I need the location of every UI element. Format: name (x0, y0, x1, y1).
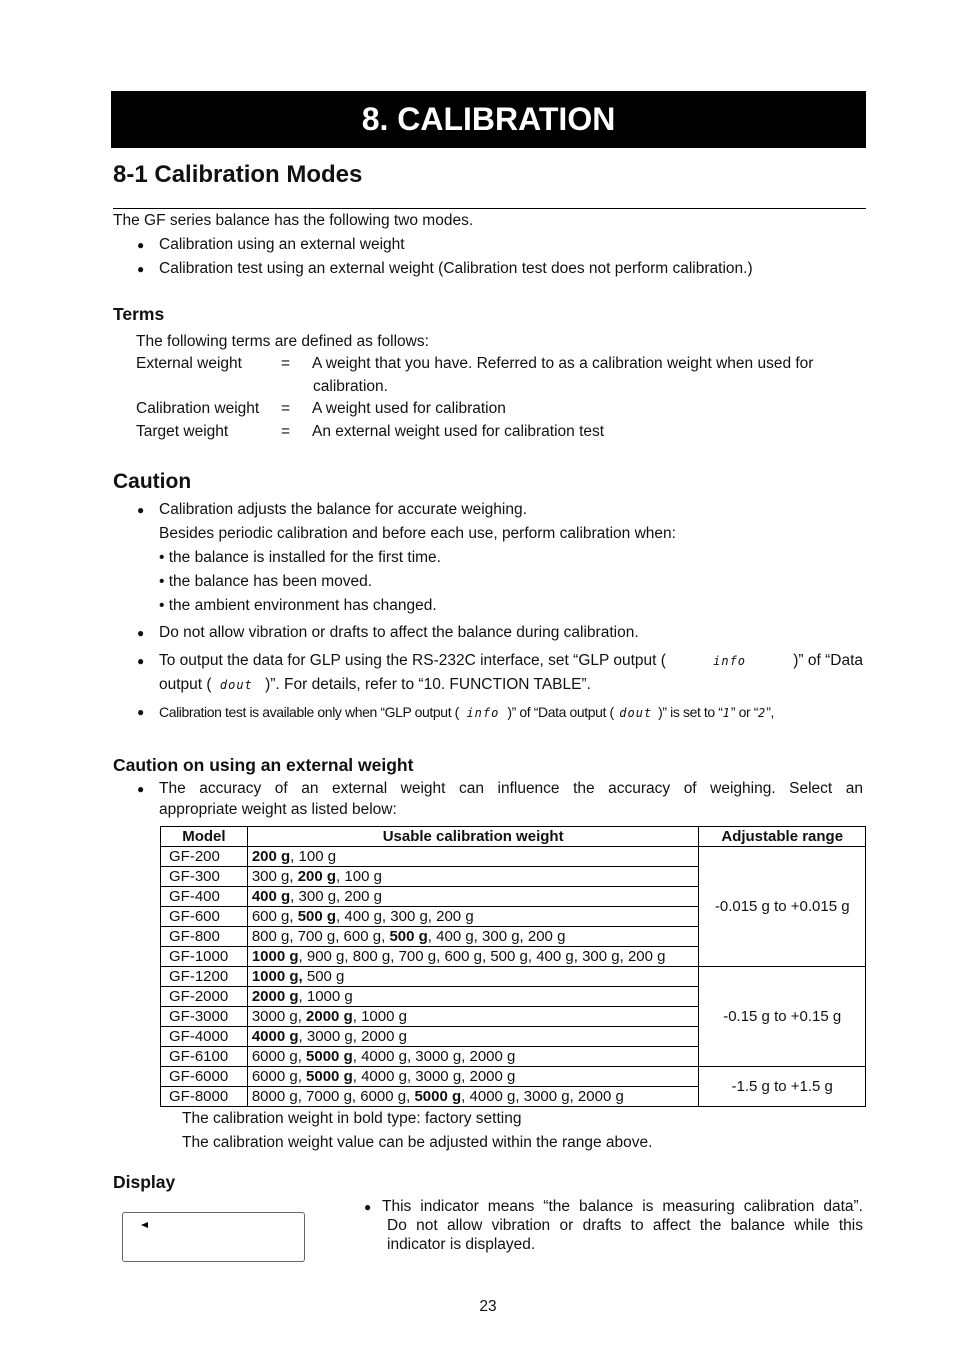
weight-options-after: , 900 g, 800 g, 700 g, 600 g, 500 g, 400 g, 300 g, 200 g (298, 948, 666, 965)
terms-lead: The following terms are defined as follows: (136, 333, 429, 350)
caution-text: ”, (766, 704, 774, 720)
model-cell: GF-200 (161, 847, 248, 867)
column-header-model: Model (161, 827, 248, 847)
factory-default-weight: 500 g (389, 928, 428, 945)
weight-options-after: , 400 g, 300 g, 200 g (427, 928, 566, 945)
chapter-banner (111, 91, 866, 148)
model-cell: GF-800 (161, 927, 248, 947)
bullet-icon: ● (364, 1200, 372, 1214)
weight-options-before: 600 g, (251, 908, 298, 925)
caution-text: )” of “Data (793, 652, 863, 669)
weight-cell (247, 947, 699, 967)
page-number: 23 (479, 1298, 497, 1315)
weight-options-after: , 1000 g (352, 1008, 407, 1025)
weight-cell (247, 867, 699, 887)
model-cell: GF-400 (161, 887, 248, 907)
weight-options-before: 800 g, 700 g, 600 g, (251, 928, 390, 945)
display-heading: Display (113, 1172, 176, 1192)
weight-options-after: , 4000 g, 3000 g, 2000 g (352, 1048, 516, 1065)
weight-cell (247, 887, 699, 907)
section-title: 8-1 Calibration Modes (113, 161, 363, 188)
intro-text: The GF series balance has the following two modes. (113, 212, 474, 229)
model-cell: GF-600 (161, 907, 248, 927)
caution-text: To output the data for GLP using the RS-232C interface, set “GLP output ( (159, 652, 666, 669)
model-cell: GF-3000 (161, 1007, 248, 1027)
factory-default-weight: 5000 g (414, 1088, 462, 1105)
weight-cell (247, 967, 699, 987)
model-cell: GF-6000 (161, 1067, 248, 1087)
bullet-icon: ● (137, 262, 145, 276)
table-note-2: The calibration weight value can be adjusted within the range above. (182, 1134, 653, 1151)
dout-segment-code: dout (219, 678, 253, 692)
weight-cell (247, 1087, 699, 1107)
caution-text: output ( (159, 676, 212, 693)
display-note-line2: Do not allow vibration or drafts to affect the balance while this (387, 1217, 863, 1234)
weight-cell (247, 927, 699, 947)
external-bullet-line2: appropriate weight as listed below: (159, 801, 397, 818)
weight-options-after: , 4000 g, 3000 g, 2000 g (461, 1088, 624, 1105)
factory-default-weight: 1000 g (251, 948, 299, 965)
caution-condition: • the ambient environment has changed. (159, 597, 437, 614)
factory-default-weight: 2000 g (251, 988, 299, 1005)
factory-default-weight: 200 g (251, 848, 291, 865)
setting-2-segment: 2 (757, 706, 767, 720)
display-panel (122, 1212, 305, 1262)
caution-text: Calibration test is available only when “GLP output ( (159, 704, 459, 720)
weight-options-after: , 1000 g (298, 988, 353, 1005)
adjustable-range-cell: -1.5 g to +1.5 g (699, 1067, 866, 1107)
weight-cell (247, 847, 699, 867)
bullet-icon: ● (137, 238, 145, 252)
column-header-weight: Usable calibration weight (247, 827, 699, 847)
model-cell: GF-2000 (161, 987, 248, 1007)
info-segment-code: info (713, 654, 747, 668)
caution-text: )”. For details, refer to “10. FUNCTION TABLE”. (265, 676, 591, 693)
weight-options-before: 3000 g, (251, 1008, 307, 1025)
model-cell: GF-1200 (161, 967, 248, 987)
model-cell: GF-1000 (161, 947, 248, 967)
caution-text: )” is set to “ (658, 704, 723, 720)
factory-default-weight: 200 g (297, 868, 337, 885)
weight-options-before: 8000 g, 7000 g, 6000 g, (251, 1088, 415, 1105)
weight-cell (247, 1007, 699, 1027)
caution-bullet-3-line1 (159, 652, 863, 670)
factory-default-weight: 1000 g, (251, 968, 303, 985)
chapter-title: 8. CALIBRATION (361, 101, 616, 137)
bullet-icon: ● (137, 782, 145, 796)
external-bullet-line1: The accuracy of an external weight can influence the accuracy of weighing. Select an (159, 780, 863, 797)
caution-heading: Caution (113, 470, 192, 493)
factory-default-weight: 400 g (251, 888, 291, 905)
term-name: External weight (136, 355, 242, 372)
caution-condition: • the balance is installed for the first time. (159, 549, 441, 566)
term-definition: A weight that you have. Referred to as a calibration weight when used for (312, 355, 814, 372)
caution-text: )” of “Data output ( (507, 704, 614, 720)
weight-cell (247, 1067, 699, 1087)
display-note-line1: This indicator means “the balance is measuring calibration data”. (382, 1198, 863, 1215)
table-note-1: The calibration weight in bold type: factory setting (182, 1110, 522, 1127)
setting-1-segment: 1 (722, 706, 731, 720)
section-divider (113, 208, 866, 209)
weight-options-after: , 100 g (290, 848, 337, 865)
caution-condition: • the balance has been moved. (159, 573, 373, 590)
adjustable-range-cell: -0.15 g to +0.15 g (699, 967, 866, 1067)
model-cell: GF-4000 (161, 1027, 248, 1047)
weight-cell (247, 1047, 699, 1067)
calibration-indicator-icon (141, 1222, 148, 1228)
dout-segment-code: dout (619, 706, 653, 720)
weight-cell (247, 1027, 699, 1047)
weight-options-after: , 100 g (336, 868, 382, 885)
factory-default-weight: 500 g (297, 908, 337, 925)
column-header-range: Adjustable range (699, 827, 866, 847)
term-equals: = (281, 355, 291, 372)
factory-default-weight: 4000 g (251, 1028, 299, 1045)
weight-options-after: , 4000 g, 3000 g, 2000 g (352, 1068, 516, 1085)
caution-bullet-1-sub: Besides periodic calibration and before each use, perform calibration when: (159, 525, 676, 542)
model-cell: GF-8000 (161, 1087, 248, 1107)
calibration-weight-table (160, 826, 866, 1107)
terms-heading: Terms (113, 304, 165, 324)
weight-options-before: 300 g, (251, 868, 298, 885)
display-note-line3: indicator is displayed. (387, 1236, 536, 1253)
caution-text: ” or “ (730, 704, 758, 720)
caution-bullet-1: Calibration adjusts the balance for accurate weighing. (159, 501, 527, 518)
weight-options-after: , 400 g, 300 g, 200 g (336, 908, 474, 925)
model-cell: GF-300 (161, 867, 248, 887)
weight-cell (247, 907, 699, 927)
bullet-icon: ● (137, 503, 145, 517)
term-name: Calibration weight (136, 400, 260, 417)
weight-options-after: 500 g (302, 968, 345, 985)
weight-cell (247, 987, 699, 1007)
term-definition: A weight used for calibration (312, 400, 506, 417)
weight-options-before: 6000 g, (251, 1048, 307, 1065)
caution-bullet-2: Do not allow vibration or drafts to affect the balance during calibration. (159, 624, 639, 641)
model-cell: GF-6100 (161, 1047, 248, 1067)
external-weight-heading: Caution on using an external weight (113, 755, 414, 775)
caution-bullet-4 (159, 704, 774, 720)
weight-options-after: , 300 g, 200 g (290, 888, 382, 905)
intro-bullet-2: Calibration test using an external weight (Calibration test does not perform calibration.) (159, 260, 753, 277)
term-definition-cont: calibration. (313, 378, 388, 395)
term-definition: An external weight used for calibration test (312, 423, 605, 440)
adjustable-range-cell: -0.015 g to +0.015 g (699, 847, 866, 967)
factory-default-weight: 5000 g (306, 1068, 353, 1085)
term-equals: = (281, 423, 291, 440)
intro-bullet-1: Calibration using an external weight (159, 236, 405, 253)
table-row (161, 847, 866, 867)
term-equals: = (281, 400, 291, 417)
bullet-icon: ● (137, 654, 145, 668)
bullet-icon: ● (137, 626, 145, 640)
term-name: Target weight (136, 423, 229, 440)
factory-default-weight: 5000 g (306, 1048, 353, 1065)
bullet-icon: ● (137, 705, 145, 719)
table-header-row (161, 827, 866, 847)
weight-options-before: 6000 g, (251, 1068, 307, 1085)
caution-bullet-3-line2 (159, 676, 591, 694)
table-row (161, 967, 866, 987)
table-row (161, 1067, 866, 1087)
weight-options-after: , 3000 g, 2000 g (298, 1028, 407, 1045)
info-segment-code: info (466, 706, 500, 720)
factory-default-weight: 2000 g (306, 1008, 353, 1025)
